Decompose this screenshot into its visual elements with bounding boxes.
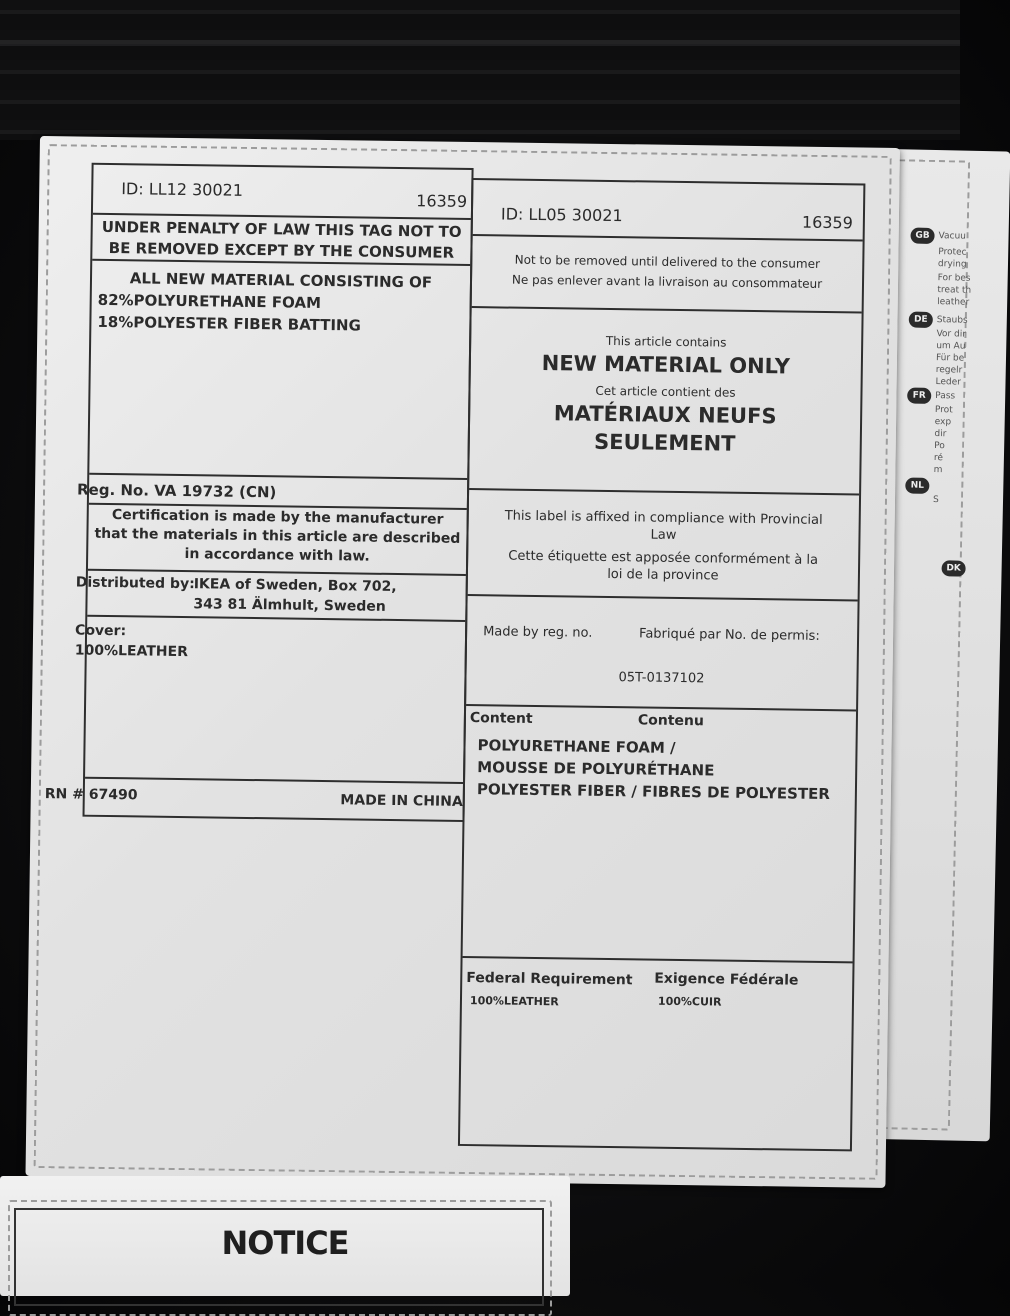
made-by-label: Made by reg. no. — [483, 624, 593, 641]
federal-value: 100%LEATHER — [469, 994, 559, 1009]
federal-row — [460, 958, 852, 1143]
fabrique-label: Fabriqué par No. de permis: — [639, 626, 820, 644]
distributed-line-2: 343 81 Älmhult, Sweden — [193, 596, 386, 615]
right-panel — [458, 178, 865, 1151]
side-text: um Au — [936, 341, 966, 352]
law-label-tag — [25, 136, 899, 1188]
side-text: Vor dir — [936, 329, 967, 340]
exigence-label: Exigence Fédérale — [654, 970, 799, 989]
not-removed-fr: Ne pas enlever avant la livraison au consommateur — [511, 272, 823, 291]
etiquette-1: Cette étiquette est apposée conformément à la — [508, 548, 819, 568]
content-line-2: MOUSSE DE POLYURÉTHANE — [477, 758, 715, 780]
content-line-3: POLYESTER FIBER / FIBRES DE POLYESTER — [476, 780, 831, 804]
label-affixed-2: Law — [650, 527, 677, 543]
distributed-label: Distributed by: — [75, 574, 195, 593]
not-removed-en: Not to be removed until delivered to the consumer — [514, 252, 821, 271]
permit-number: 05T-0137102 — [618, 670, 705, 687]
side-text: Protec — [938, 247, 967, 258]
side-text: Leder — [935, 377, 961, 388]
etiquette-2: loi de la province — [607, 566, 719, 584]
side-text: Für be — [935, 353, 965, 364]
lang-badge-nl: NL — [905, 477, 929, 493]
rn-number: RN # 67490 — [44, 786, 138, 804]
federal-label: Federal Requirement — [466, 970, 633, 989]
certification-line-3: in accordance with law. — [184, 546, 370, 565]
exigence-value: 100%CUIR — [657, 994, 722, 1009]
content-row — [463, 706, 856, 963]
contenu-label: Contenu — [637, 712, 704, 730]
distributed-row — [75, 571, 466, 622]
side-text: treat th — [937, 285, 972, 296]
left-panel — [44, 163, 474, 822]
notice-tag — [0, 1176, 570, 1296]
side-text: Vacuu — [938, 231, 967, 242]
side-text: S — [932, 495, 939, 506]
notice-title: NOTICE — [221, 1224, 349, 1262]
content-line-1: POLYURETHANE FOAM / — [477, 736, 676, 757]
rn-row — [44, 779, 463, 816]
certification-line-1: Certification is made by the manufacturer — [111, 507, 444, 528]
lang-badge-de: DE — [909, 311, 933, 327]
side-text: Po — [934, 441, 945, 452]
material-line-2: 82%POLYURETHANE FOAM — [97, 290, 322, 312]
material-line-3: 18%POLYESTER FIBER BATTING — [97, 312, 361, 335]
left-id-row — [93, 165, 472, 220]
contient-small: Cet article contient des — [595, 383, 736, 400]
content-label: Content — [469, 710, 533, 727]
certification-line-2: that the materials in this article are described — [94, 525, 461, 547]
cover-label: Cover: — [74, 622, 127, 640]
side-text: dir — [934, 429, 947, 440]
contains-big: NEW MATERIAL ONLY — [541, 351, 791, 379]
side-text: Staubs — [936, 315, 968, 326]
reg-number: Reg. No. VA 19732 (CN) — [76, 480, 277, 502]
made-in: MADE IN CHINA — [340, 792, 463, 810]
penalty-row — [92, 215, 471, 266]
right-id-row — [473, 180, 864, 241]
new-material-row — [469, 308, 862, 495]
side-text: Prot — [934, 405, 953, 416]
left-code: 16359 — [416, 191, 468, 211]
penalty-line-1: UNDER PENALTY OF LAW THIS TAG NOT TO — [101, 217, 462, 241]
compliance-row — [468, 490, 859, 601]
certification-row — [88, 505, 467, 576]
side-text: ré — [933, 453, 944, 464]
side-text: drying — [937, 259, 967, 270]
lang-badge-gb: GB — [910, 228, 934, 244]
side-text: Pass — [935, 391, 956, 402]
material-line-1: ALL NEW MATERIAL CONSISTING OF — [129, 269, 433, 292]
contains-small: This article contains — [605, 333, 727, 350]
contient-big-1: MATÉRIAUX NEUFS — [553, 401, 777, 429]
contient-big-2: SEULEMENT — [593, 429, 736, 456]
lang-badge-fr: FR — [907, 387, 931, 403]
left-id: ID: LL12 30021 — [121, 179, 244, 200]
not-removed-row — [472, 236, 863, 313]
lang-badge-dk: DK — [941, 560, 965, 576]
distributed-line-1: IKEA of Sweden, Box 702, — [193, 576, 397, 596]
fabric-background — [0, 0, 960, 140]
penalty-line-2: BE REMOVED EXCEPT BY THE CONSUMER — [108, 238, 455, 262]
cover-row — [74, 617, 465, 784]
side-text: regelr — [935, 365, 963, 376]
permit-row — [466, 596, 857, 711]
right-code: 16359 — [801, 212, 853, 233]
right-id: ID: LL05 30021 — [500, 204, 623, 226]
label-affixed-1: This label is affixed in compliance with Provincial — [504, 508, 823, 528]
cover-value: 100%LEATHER — [74, 642, 189, 661]
side-text: exp — [934, 417, 952, 428]
side-text: For bes — [937, 273, 971, 284]
side-text: leather — [937, 297, 970, 308]
material-row — [89, 261, 470, 480]
side-text: m — [933, 465, 943, 476]
